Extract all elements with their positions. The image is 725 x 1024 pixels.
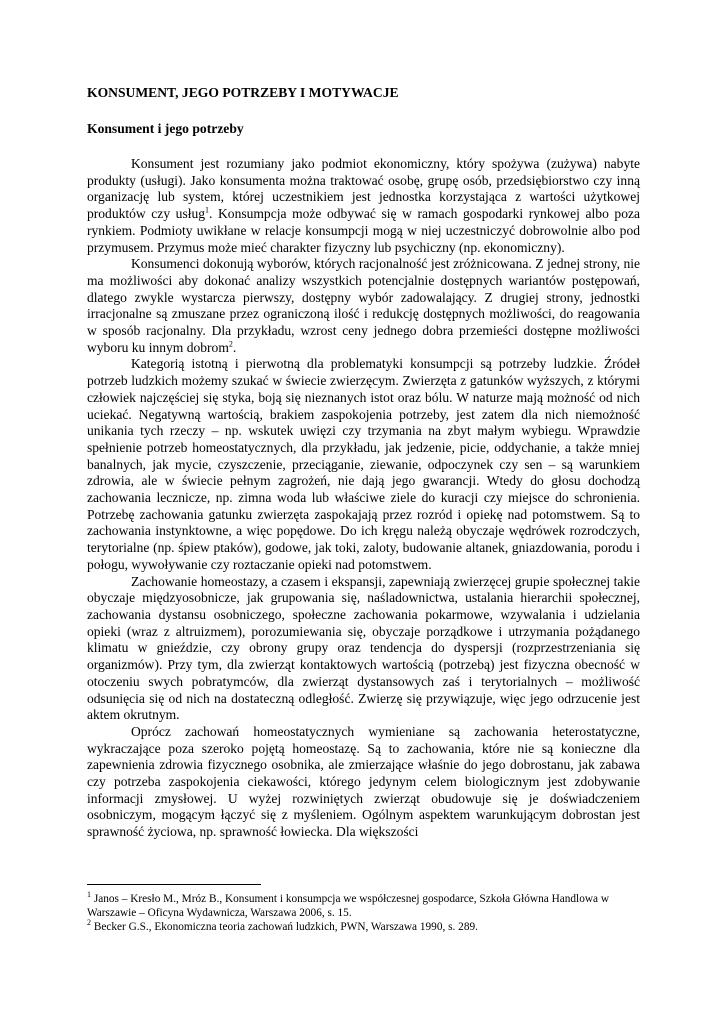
- paragraph-text: . Konsumpcja może odbywać się w ramach gospodarki rynkowej albo poza rynkiem. Podmioty uwikłane w relacje konsumpcji mogą w niej uczestniczyć dobrowolnie albo pod przymusem. Przymus może mieć charakter fizyczny lub psychiczny (np. ekonomiczny).: [87, 206, 640, 255]
- footnote-2: [87, 920, 640, 934]
- paragraph-text: Konsumenci dokonują wyborów, których racjonalność jest zróżnicowana. Z jednej strony, nie ma możliwości aby dokonać analizy wszystkich potencjalnie dostępnych wariantów postępowań, dlatego zwykle wystarcza pierwszy, dostępny wybór zadowalający. Z drugiej strony, jednostki irracjonalne są zmuszane przez ograniczoną ilość i redukcję dostępnych możliwości, do reagowania w sposób racjonalny. Dla przykładu, wzrost ceny jednego dobra przemieści dostępne możliwości wyboru ku innym dobrom: [87, 256, 640, 355]
- paragraph-5: [87, 724, 640, 841]
- paragraph-4: [87, 574, 640, 724]
- footnotes: [87, 892, 640, 935]
- paragraph-text: Zachowanie homeostazy, a czasem i ekspansji, zapewniają zwierzęcej grupie społecznej takie obyczaje międzyosobnicze, jak grupowania się, naśladownictwa, ustalania hierarchii społecznej, zachowania dystansu osobniczego, społeczne zachowania pokarmowe, wzywalania i udzielania opieki (wraz z altruizmem), porozumiewania się, obyczaje porządkowe i utrzymania pożądanego klimatu w gnieździe, czy obrony grupy oraz tendencja do dyspersji (rozprzestrzeniania się organizmów). Przy tym, dla zwierząt kontaktowych wartością (potrzebą) jest fizyczna obecność w otoczeniu swych pobratymców, dla zwierząt dystansowych zaś i terytorialnych – możliwość odsunięcia się od nich na dostateczną odległość. Zwierzę się przywiązuje, więc jego odrzucenie jest aktem okrutnym.: [87, 573, 640, 723]
- paragraph-text: Oprócz zachowań homeostatycznych wymieniane są zachowania heterostatyczne, wykraczające poza szeroko pojętą homeostazę. Są to zachowania, które nie są konieczne dla zapewnienia zdrowia fizycznego osobnika, ale zmierzające właśnie do jego dobrostanu, jak zabawa czy potrzeba zaspokojenia ciekawości, którego jedynym celem biologicznym jest zdobywanie informacji zmysłowej. U wyżej rozwiniętych zwierząt obudowuje się je doświadczeniem osobniczym, mogącym łączyć się z myśleniem. Ogólnym aspektem warunkującym dobrostan jest sprawność życiowa, np. sprawność łowiecka. Dla większości: [87, 723, 640, 840]
- footnote-divider: [87, 884, 261, 885]
- footnote-text: Becker G.S., Ekonomiczna teoria zachowań ludzkich, PWN, Warszawa 1990, s. 289.: [91, 921, 478, 934]
- footnote-ref[interactable]: 1: [205, 205, 210, 215]
- paragraph-text: Konsument jest rozumiany jako podmiot ekonomiczny, który spożywa (zużywa) nabyte produkty (usługi). Jako konsumenta można traktować osobę, grupę osób, przedsiębiorstwo czy inną organizację lub system, której uczestnikiem jest jednostka korzystająca z wartości użytkowej produktów czy usług: [87, 156, 640, 222]
- page-body: [87, 84, 640, 841]
- footnote-text: Janos – Kresło M., Mróz B., Konsument i konsumpcja we współczesnej gospodarce, Szkoła Główna Handlowa w Warszawie – Oficyna Wydawnicza, Warszawa 2006, s. 15.: [87, 893, 609, 920]
- footnote-number: 1: [87, 890, 91, 900]
- section-heading: Konsument i jego potrzeby: [87, 121, 244, 136]
- paragraph-text: Kategorią istotną i pierwotną dla problematyki konsumpcji są potrzeby ludzkie. Źródeł potrzeb ludzkich możemy szukać w świecie zwierzęcym. Zwierzęta z gatunków wyższych, z którymi człowiek najczęściej się styka, boją się nieznanych istot oraz bólu. W naturze mają możność od nich uciekać. Negatywną wartością, brakiem zaspokojenia potrzeby, jest zatem dla nich niemożność unikania tych rzeczy – np. wskutek uwięzi czy trzymania na zbyt małym wybiegu. Wprawdzie spełnienie potrzeb homeostatycznych, dla przykładu, jak jedzenie, picie, oddychanie, a także mniej banalnych, jak mycie, czyszczenie, przeciąganie, ziewanie, odpoczynek czy sen – są warunkiem zdrowia, ale w świecie pełnym zagrożeń, nie dają jego gwarancji. Wtedy do głosu dochodzą zachowania lecznicze, np. zimna woda lub właściwe ziele do kuracji czy miejsce do schronienia. Potrzebę zachowania gatunku zwierzęta zaspokajają przez rozród i opiekę nad potomstwem. Są to zachowania instynktowne, a więc popędowe. Do ich kręgu należą obyczaje wędrówek rozrodczych, terytorialne (np. śpiew ptaków), godowe, jak toki, zaloty, budowanie altanek, gniazdowania, porodu i połogu, wywoływanie czy roztaczanie opieki nad potomstwem.: [87, 356, 640, 572]
- paragraph-text: .: [232, 339, 237, 355]
- document-title: KONSUMENT, JEGO POTRZEBY I MOTYWACJE: [87, 85, 399, 100]
- paragraph-3: [87, 356, 640, 573]
- footnote-number: 2: [87, 918, 91, 928]
- paragraph-1: [87, 156, 640, 256]
- paragraph-2: [87, 256, 640, 356]
- footnote-1: [87, 892, 640, 920]
- footnote-ref[interactable]: 2: [228, 339, 233, 349]
